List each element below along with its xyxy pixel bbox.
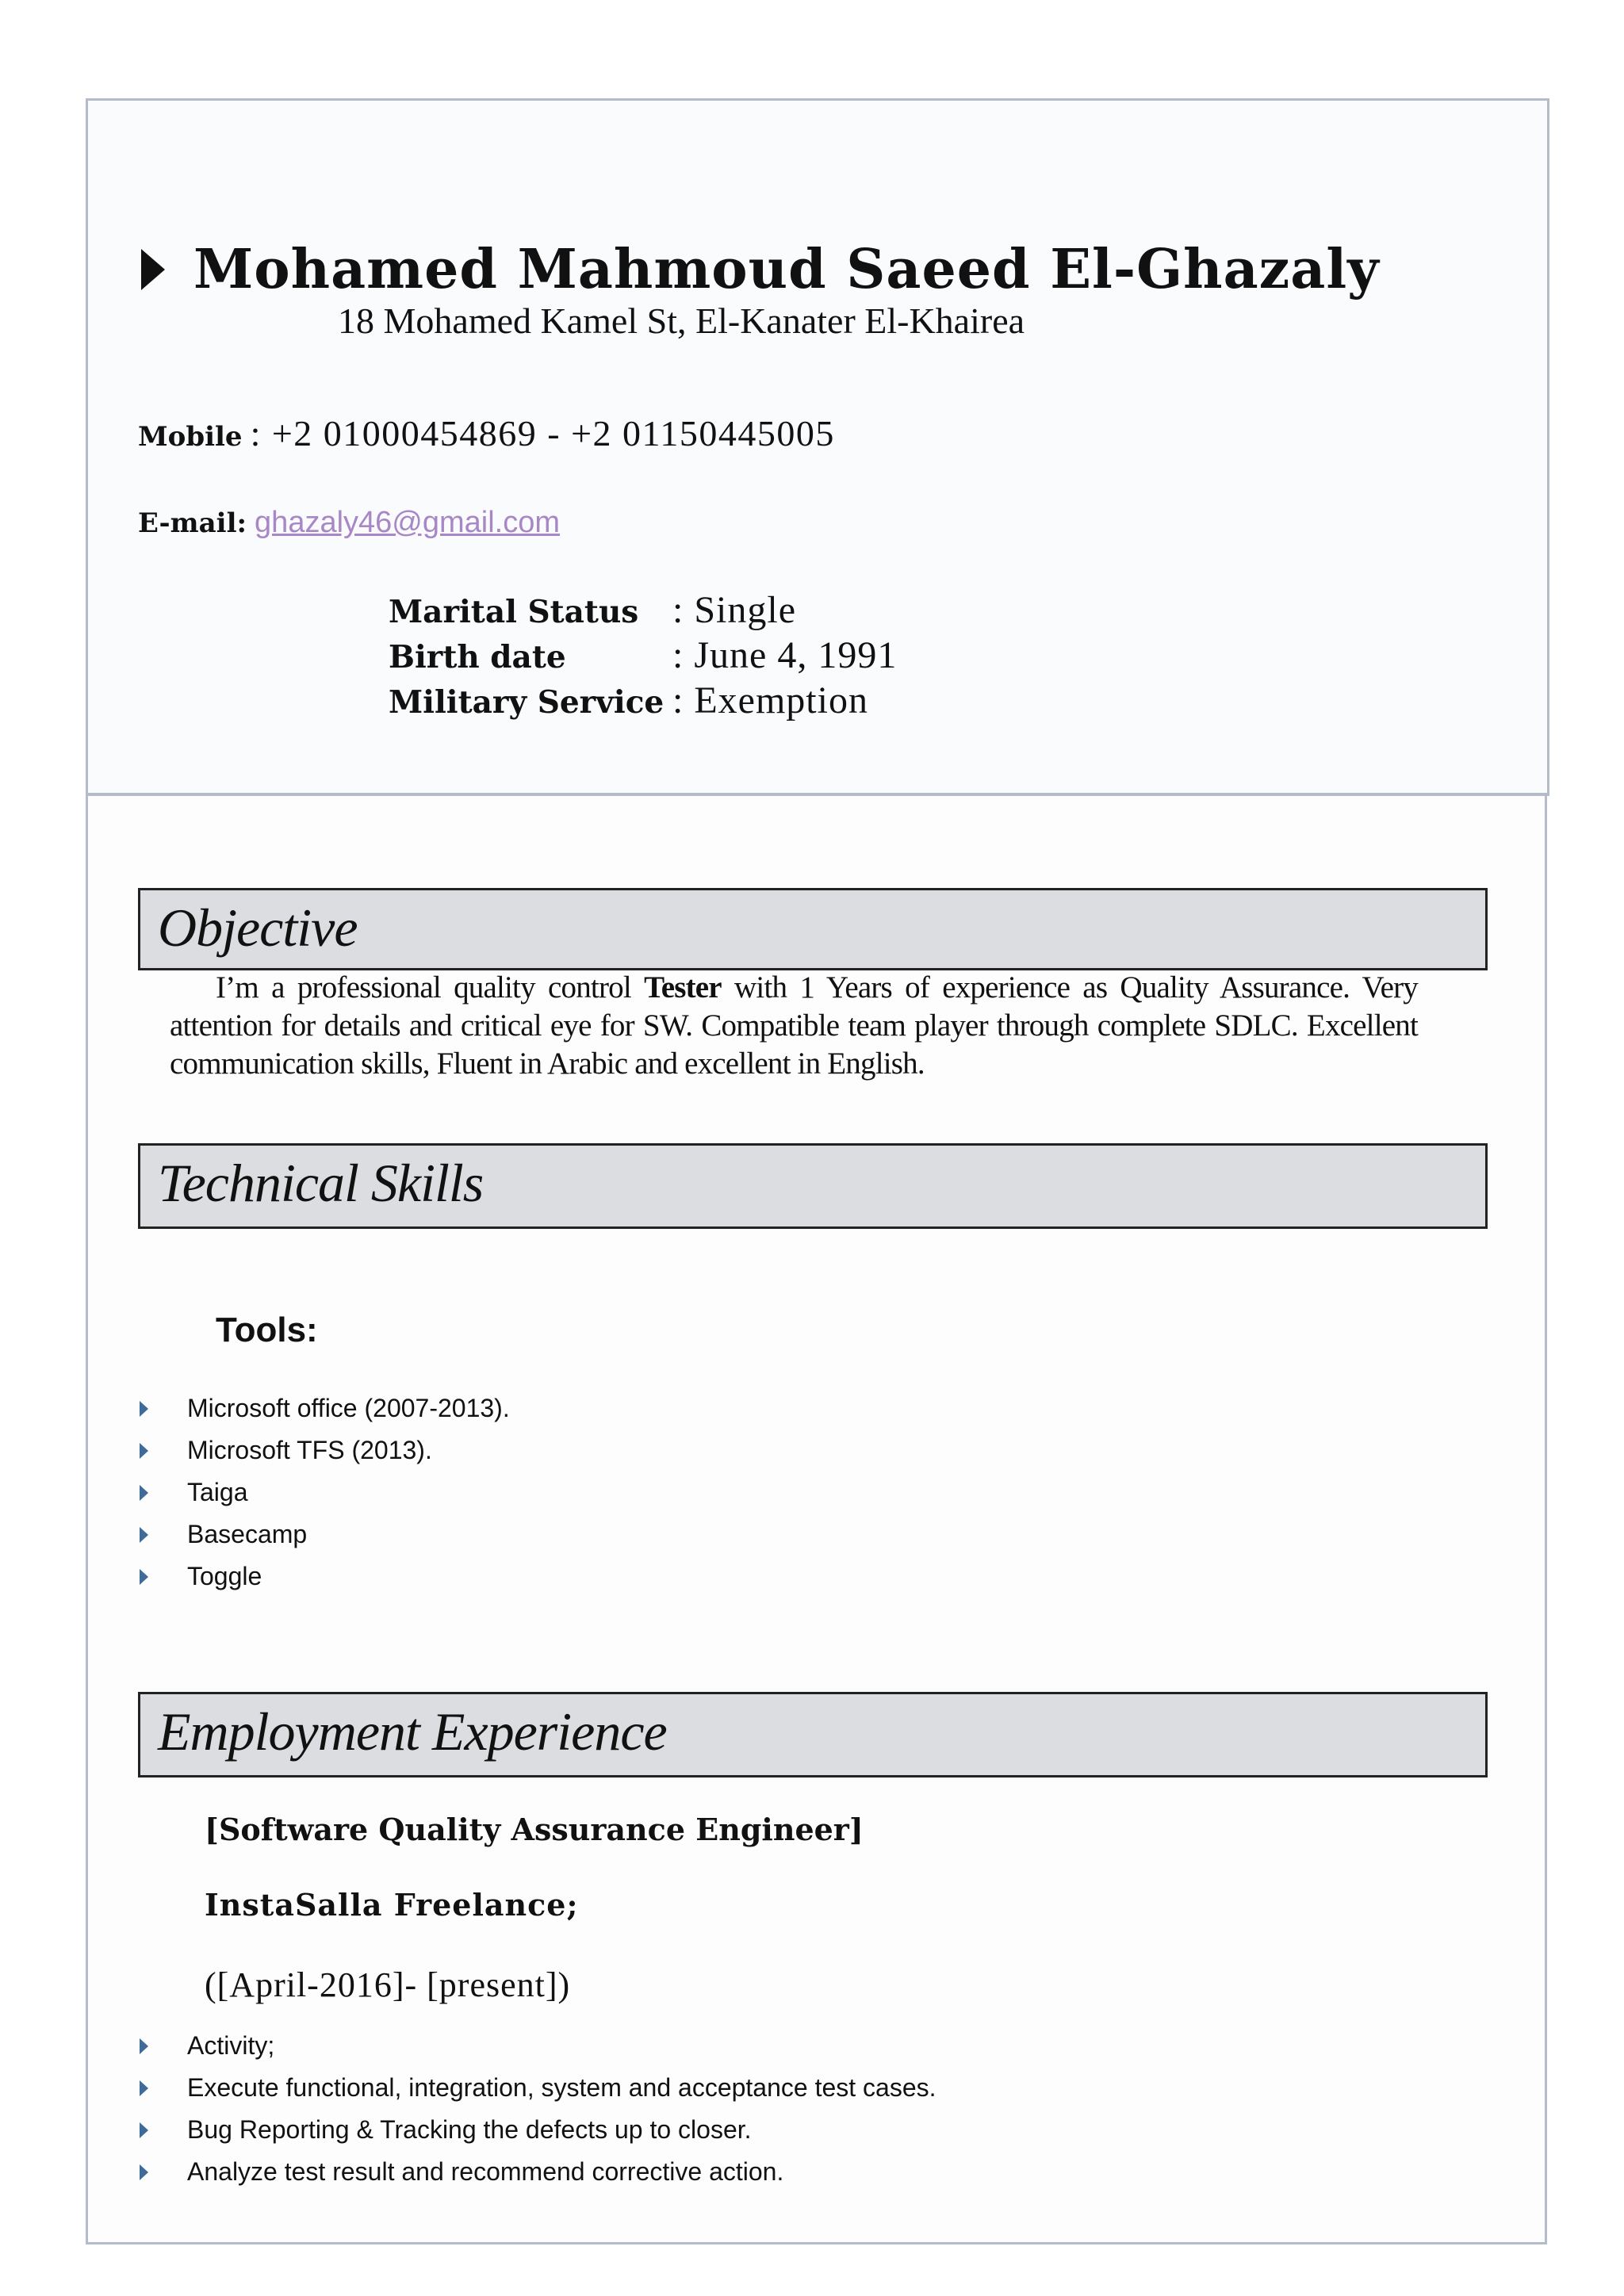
address: 18 Mohamed Kamel St, El-Kanater El-Khairea	[338, 300, 1025, 341]
birth-date-value: : June 4, 1991	[672, 634, 898, 676]
birth-date-label: Birth date	[389, 639, 566, 675]
objective-text-bold: Tester	[644, 970, 722, 1004]
triangle-bullet-icon	[141, 249, 165, 290]
objective-heading-box	[138, 888, 1488, 970]
name-row	[141, 234, 1380, 305]
marital-status-value: : Single	[672, 589, 797, 631]
bullet-icon	[140, 2122, 148, 2138]
mobile-value: : +2 01000454869 - +2 01150445005	[250, 413, 835, 453]
employment-heading-box	[138, 1692, 1488, 1777]
bullet-icon	[140, 1485, 148, 1501]
job-title: [Software Quality Assurance Engineer]	[205, 1812, 864, 1847]
list-item: Toggle	[138, 1556, 510, 1598]
list-item: Microsoft TFS (2013).	[138, 1429, 510, 1471]
company-name: InstaSalla Freelance;	[205, 1887, 579, 1923]
objective-text-rest: with 1 Years of experience as Quality Assurance. Very attention for details and critical eye for SW. Compatible team player through complete SDLC. Excellent communication skills, Fluent in Arabic and excellent in English.	[170, 970, 1418, 1081]
employment-heading: Employment Experience	[158, 1701, 667, 1762]
mobile-row	[138, 412, 835, 454]
objective-text	[170, 969, 1418, 1083]
objective-heading: Objective	[158, 897, 358, 958]
list-item: Microsoft office (2007-2013).	[138, 1387, 510, 1429]
technical-skills-heading: Technical Skills	[158, 1153, 484, 1213]
tools-list	[138, 1387, 510, 1598]
list-item: Activity;	[138, 2025, 936, 2067]
objective-text-start: I’m a professional quality control	[216, 970, 645, 1004]
marital-status-label: Marital Status	[389, 594, 639, 630]
list-item: Execute functional, integration, system and acceptance test cases.	[138, 2067, 936, 2109]
list-item: Analyze test result and recommend corrective action.	[138, 2151, 936, 2193]
military-service-label: Military Service	[389, 684, 665, 721]
list-item: Bug Reporting & Tracking the defects up to closer.	[138, 2109, 936, 2151]
bullet-icon	[140, 1527, 148, 1543]
tools-label: Tools:	[216, 1311, 318, 1349]
military-service-value: : Exemption	[672, 679, 868, 721]
birth-date-row	[389, 633, 897, 677]
email-label: E-mail:	[138, 507, 247, 539]
employment-dates: ([April-2016]- [present])	[205, 1965, 571, 2004]
mobile-label: Mobile	[138, 421, 243, 453]
military-service-row	[389, 679, 868, 722]
email-row	[138, 506, 560, 540]
bullet-icon	[140, 2038, 148, 2054]
technical-skills-heading-box	[138, 1143, 1488, 1229]
candidate-name: Mohamed Mahmoud Saeed El-Ghazaly	[193, 238, 1380, 301]
email-link[interactable]: ghazaly46@gmail.com	[255, 506, 561, 539]
marital-status-row	[389, 588, 796, 632]
bullet-icon	[140, 2080, 148, 2096]
bullet-icon	[140, 2164, 148, 2180]
bullet-icon	[140, 1569, 148, 1585]
bullet-icon	[140, 1443, 148, 1459]
activities-list	[138, 2025, 936, 2193]
bullet-icon	[140, 1401, 148, 1417]
list-item: Taiga	[138, 1471, 510, 1513]
list-item: Basecamp	[138, 1513, 510, 1556]
